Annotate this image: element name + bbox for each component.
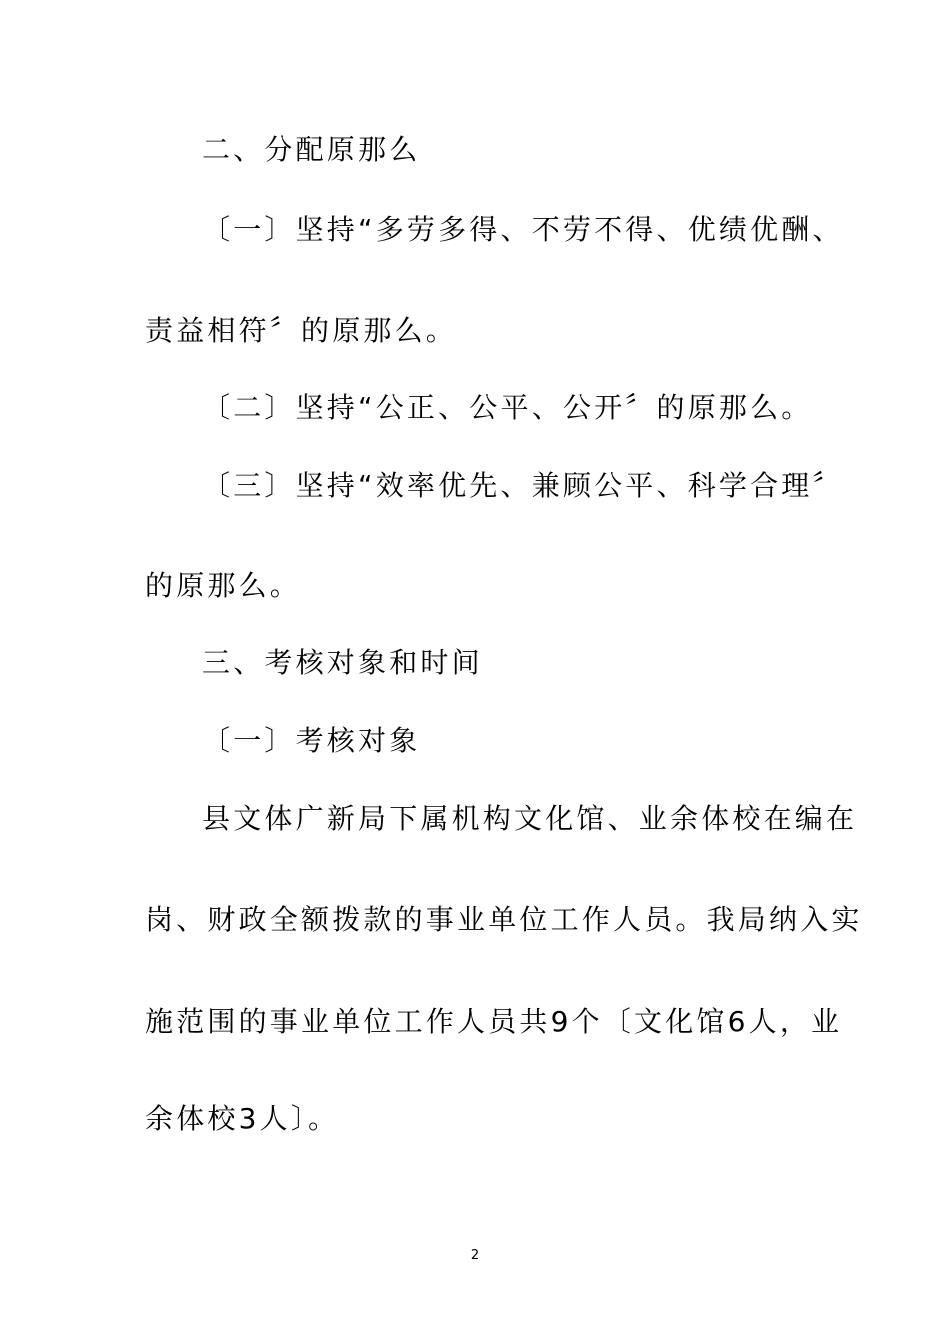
principle-3-line-1: 〔三〕坚持“效率优先、兼顾公平、科学合理〞	[202, 469, 844, 502]
paragraph-line-3: 施范围的事业单位工作人员共9个〔文化馆6人，业	[145, 1005, 843, 1038]
section-heading-distribution-principles: 二、分配原那么	[202, 133, 421, 166]
section-heading-assessment-targets: 三、考核对象和时间	[202, 646, 483, 679]
principle-2: 〔二〕坚持“公正、公平、公开〞的原那么。	[202, 391, 813, 424]
principle-3-line-2: 的原那么。	[145, 569, 302, 602]
paragraph-line-1: 县文体广新局下属机构文化馆、业余体校在编在	[202, 802, 858, 835]
subheading-assessment-targets: 〔一〕考核对象	[202, 724, 421, 757]
paragraph-line-2: 岗、财政全额拨款的事业单位工作人员。我局纳入实	[145, 903, 863, 936]
principle-1-line-1: 〔一〕坚持“多劳多得、不劳不得、优绩优酬、	[202, 213, 844, 246]
principle-1-line-2: 责益相符〞的原那么。	[145, 314, 458, 347]
page-number: 2	[470, 1248, 480, 1263]
paragraph-line-4: 余体校3人〕。	[145, 1102, 340, 1135]
